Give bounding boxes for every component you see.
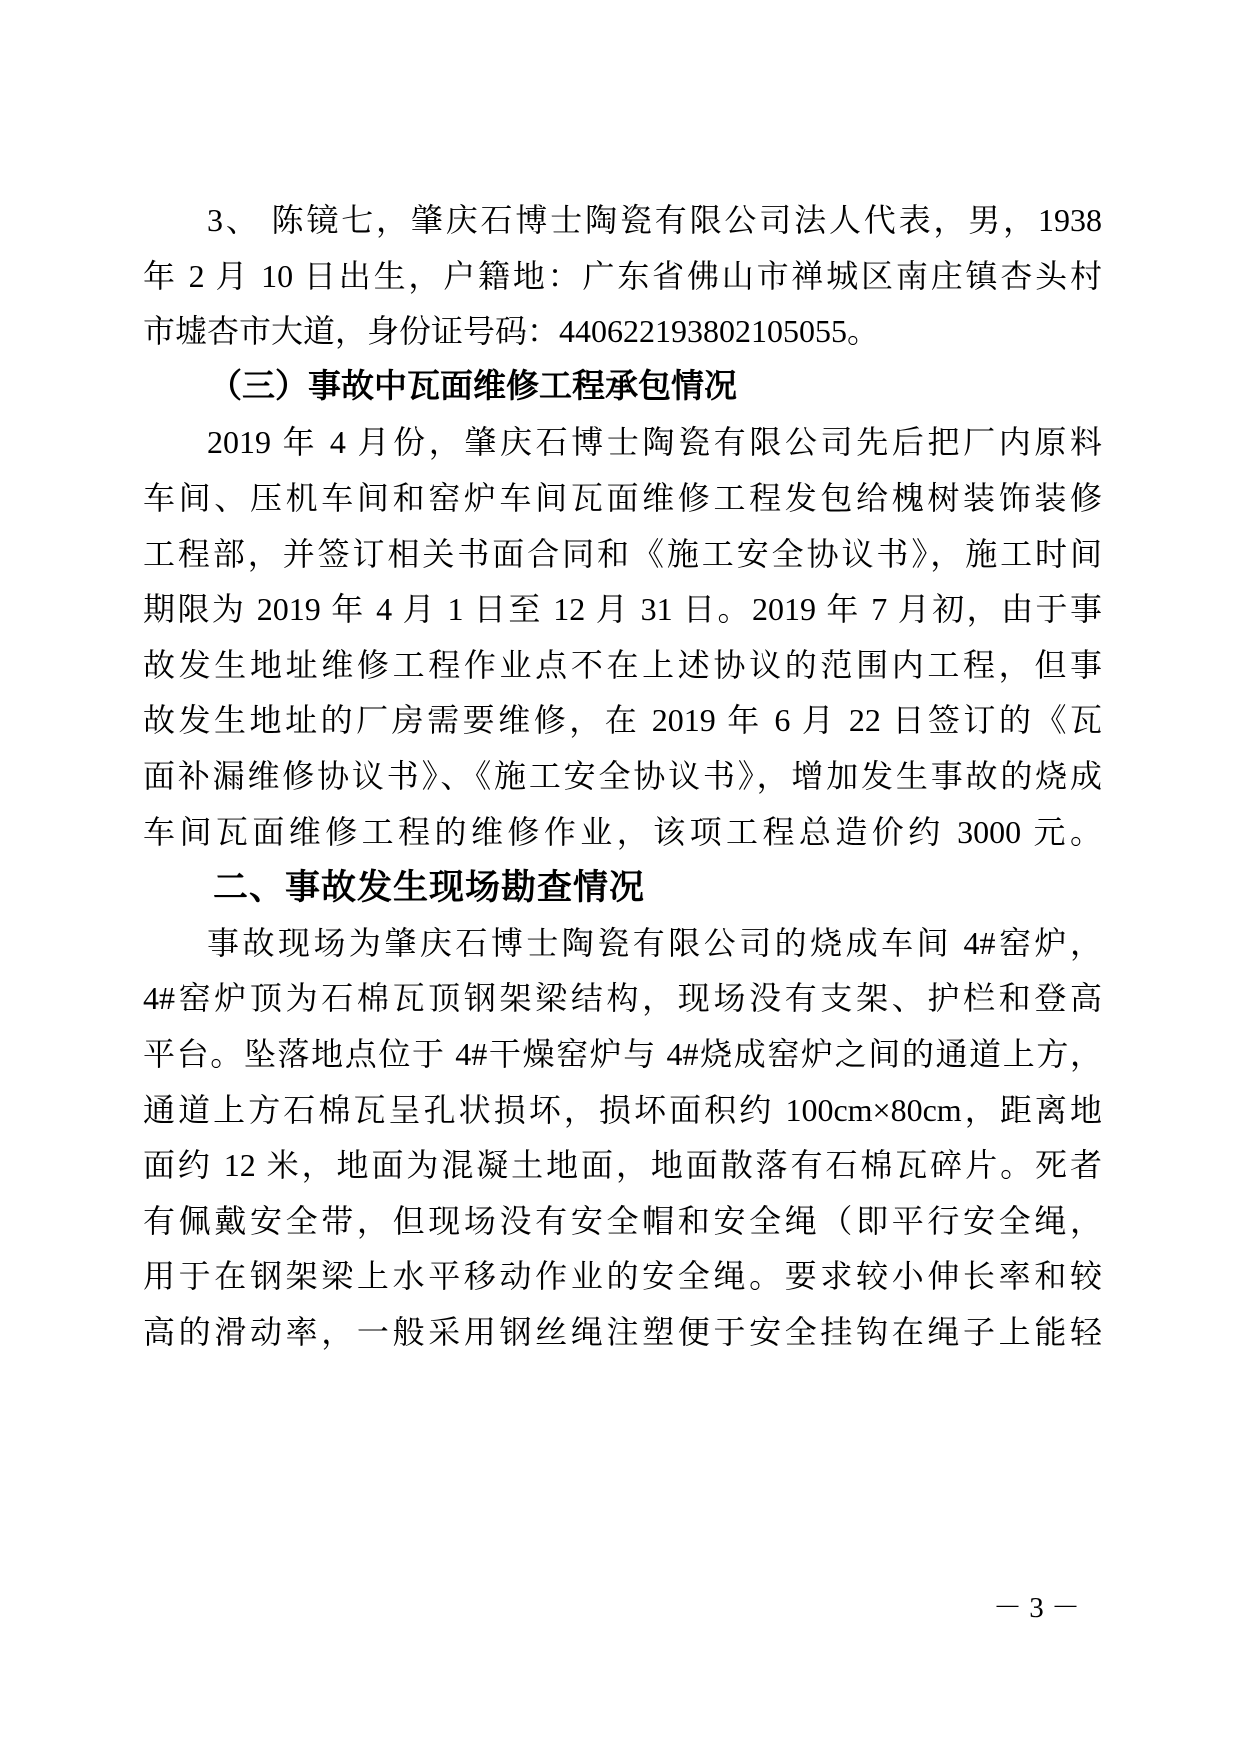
text-line: 车间、压机车间和窑炉车间瓦面维修工程发包给槐树装饰装修 [143,479,1102,516]
paragraph-person-3 [143,193,1102,360]
text-line: 2019 年 4 月份，肇庆石博士陶瓷有限公司先后把厂内原料 [207,424,1102,461]
heading-section-3 [143,360,1102,416]
text-line: 二、事故发生现场勘查情况 [213,868,646,908]
text-line: 事故现场为肇庆石博士陶瓷有限公司的烧成车间 4#窑炉， [207,924,1102,961]
text-line: 故发生地址的厂房需要维修，在 2019 年 6 月 22 日签订的《瓦 [143,702,1102,739]
text-line: 工程部，并签订相关书面合同和《施工安全协议书》，施工时间 [143,535,1102,572]
text-line: 高的滑动率，一般采用钢丝绳注塑便于安全挂钩在绳子上能轻 [143,1313,1102,1350]
text-line: 有佩戴安全带，但现场没有安全帽和安全绳（即平行安全绳， [143,1202,1102,1239]
text-line: （三）事故中瓦面维修工程承包情况 [209,368,737,405]
text-line: 4#窑炉顶为石棉瓦顶钢架梁结构，现场没有支架、护栏和登高 [143,980,1102,1017]
text-line: 用于在钢架梁上水平移动作业的安全绳。要求较小伸长率和较 [143,1258,1102,1295]
text-line: 故发生地址维修工程作业点不在上述协议的范围内工程，但事 [143,646,1102,683]
page-footer [993,1588,1080,1628]
document-body [143,193,1102,1360]
page-number: － 3 － [992,1592,1080,1624]
text-line: 面补漏维修协议书》、《施工安全协议书》，增加发生事故的烧成 [143,757,1102,794]
text-line: 3、 陈镜七，肇庆石博士陶瓷有限公司法人代表，男，1938 [207,202,1102,238]
text-line: 年 2 月 10 日出生，户籍地：广东省佛山市禅城区南庄镇杏头村 [143,257,1102,294]
text-line: 车间瓦面维修工程的维修作业，该项工程总造价约 3000 元。 [143,813,1102,850]
text-line: 面约 12 米，地面为混凝土地面，地面散落有石棉瓦碎片。死者 [143,1147,1102,1184]
text-line: 通道上方石棉瓦呈孔状损坏，损坏面积约 100cm×80cm，距离地 [143,1091,1102,1128]
text-line: 平台。坠落地点位于 4#干燥窑炉与 4#烧成窑炉之间的通道上方， [143,1035,1102,1072]
paragraph-contracting [143,415,1102,860]
text-line: 市墟杏市大道，身份证号码：440622193802105055。 [143,313,880,350]
paragraph-site-survey [143,916,1102,1361]
heading-section-2 [143,860,1102,916]
text-line: 期限为 2019 年 4 月 1 日至 12 月 31 日。2019 年 7 月初，由于事 [143,591,1102,628]
